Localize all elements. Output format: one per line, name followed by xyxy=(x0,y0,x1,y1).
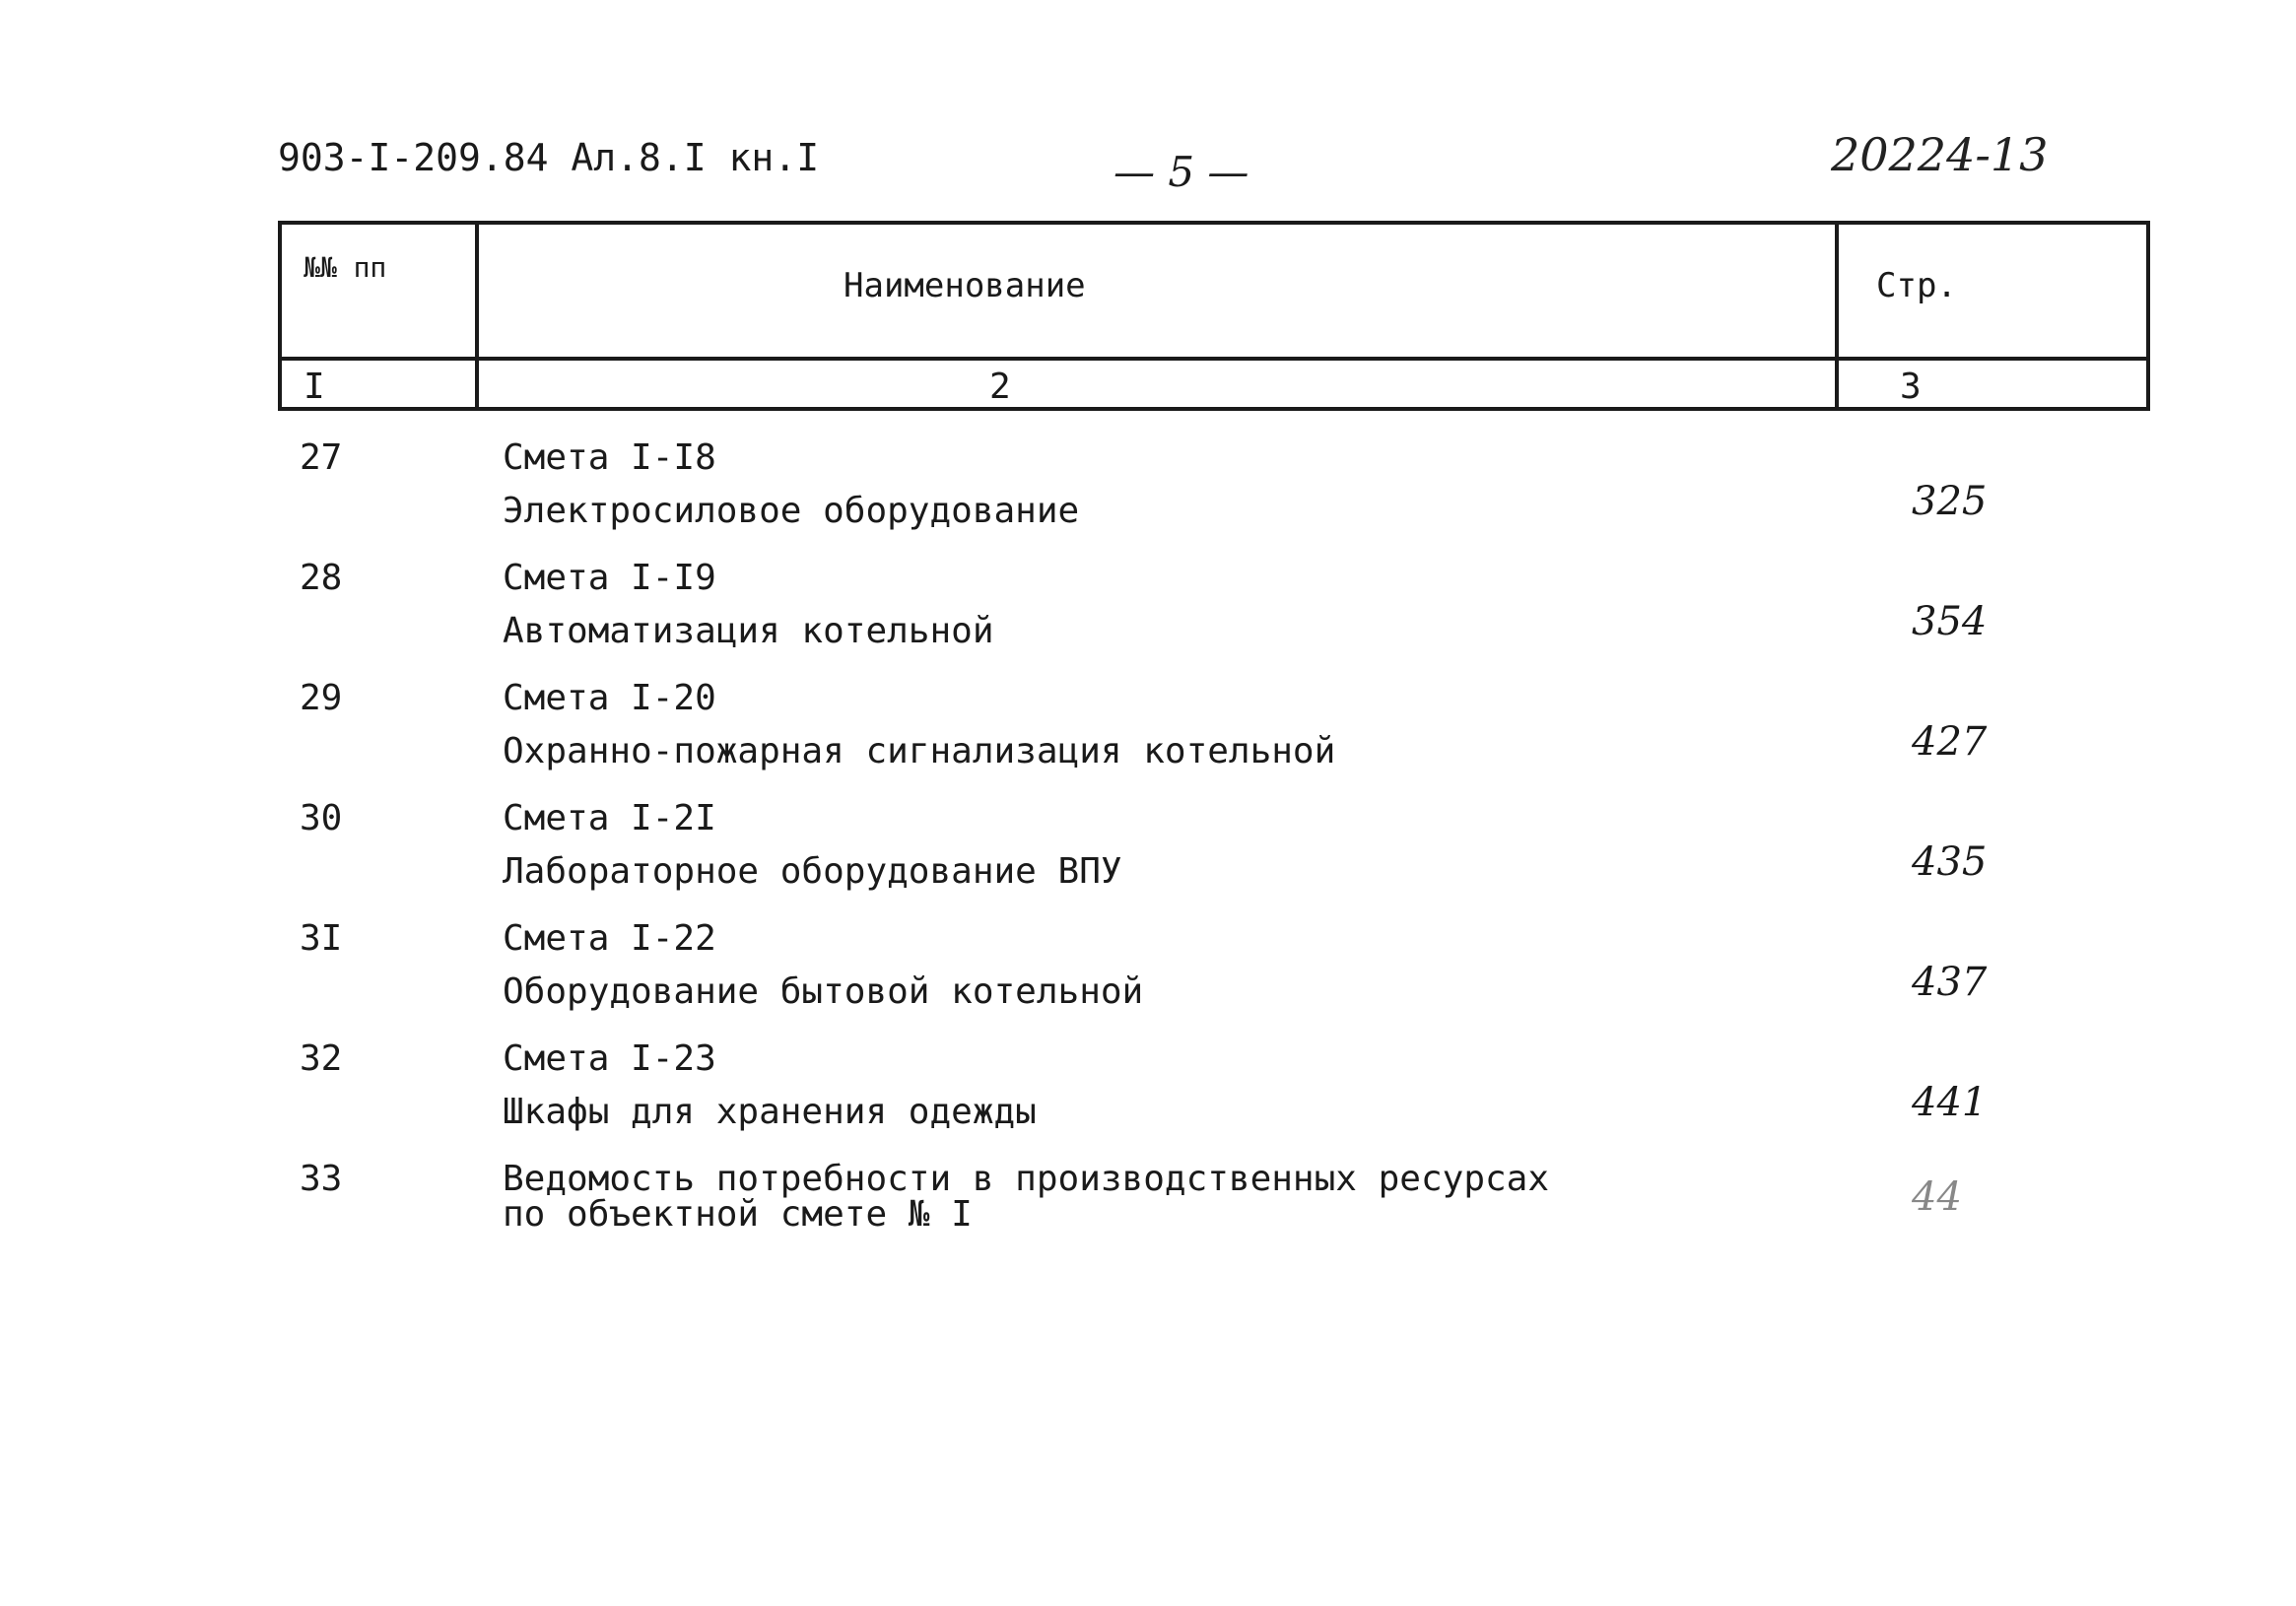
row-title: Смета I-2I xyxy=(503,798,716,838)
column-index-1: I xyxy=(304,367,325,407)
row-page: 435 xyxy=(1912,839,1988,885)
row-description: Охранно-пожарная сигнализация котельной xyxy=(503,731,1336,771)
row-description: Шкафы для хранения одежды xyxy=(503,1092,1037,1132)
column-divider xyxy=(475,225,479,407)
row-page: 427 xyxy=(1912,719,1988,765)
column-divider xyxy=(1835,225,1839,407)
row-title: Смета I-I8 xyxy=(503,437,716,478)
table-row xyxy=(278,1159,2150,1267)
row-page: 354 xyxy=(1912,599,1988,644)
row-description: по объектной смете № I xyxy=(503,1194,973,1235)
row-number: 32 xyxy=(300,1038,343,1079)
header-divider xyxy=(282,357,2146,361)
row-title: Ведомость потребности в производственных ресурсах xyxy=(503,1159,1550,1199)
table-row xyxy=(278,918,2150,1027)
table-row xyxy=(278,558,2150,666)
row-title: Смета I-22 xyxy=(503,918,716,959)
row-number: 28 xyxy=(300,558,343,598)
row-number: 27 xyxy=(300,437,343,478)
row-title: Смета I-I9 xyxy=(503,558,716,598)
column-index-2: 2 xyxy=(989,367,1011,407)
table-row xyxy=(278,437,2150,546)
row-title: Смета I-20 xyxy=(503,678,716,718)
row-number: 3I xyxy=(300,918,343,959)
row-description: Лабораторное оборудование ВПУ xyxy=(503,851,1122,892)
table-header xyxy=(278,221,2150,411)
column-name-label: Наименование xyxy=(844,266,1086,305)
row-description: Электросиловое оборудование xyxy=(503,491,1080,531)
table-row xyxy=(278,1038,2150,1147)
row-description: Автоматизация котельной xyxy=(503,611,994,651)
column-index-3: 3 xyxy=(1900,367,1922,407)
row-number: 30 xyxy=(300,798,343,838)
row-page: 44 xyxy=(1912,1174,1962,1220)
row-page: 441 xyxy=(1912,1080,1988,1125)
row-title: Смета I-23 xyxy=(503,1038,716,1079)
column-page-label: Стр. xyxy=(1876,266,1957,305)
row-description: Оборудование бытовой котельной xyxy=(503,971,1144,1012)
column-number-label: №№ пп xyxy=(304,251,387,284)
document-code: 903-I-209.84 Ал.8.I кн.I xyxy=(278,136,820,179)
row-number: 29 xyxy=(300,678,343,718)
table-row xyxy=(278,798,2150,906)
row-page: 325 xyxy=(1912,479,1988,524)
page-number: — 5 — xyxy=(1114,148,1249,196)
row-page: 437 xyxy=(1912,960,1988,1005)
handwritten-stamp-number: 20224-13 xyxy=(1831,128,2049,181)
table-row xyxy=(278,678,2150,786)
row-number: 33 xyxy=(300,1159,343,1199)
